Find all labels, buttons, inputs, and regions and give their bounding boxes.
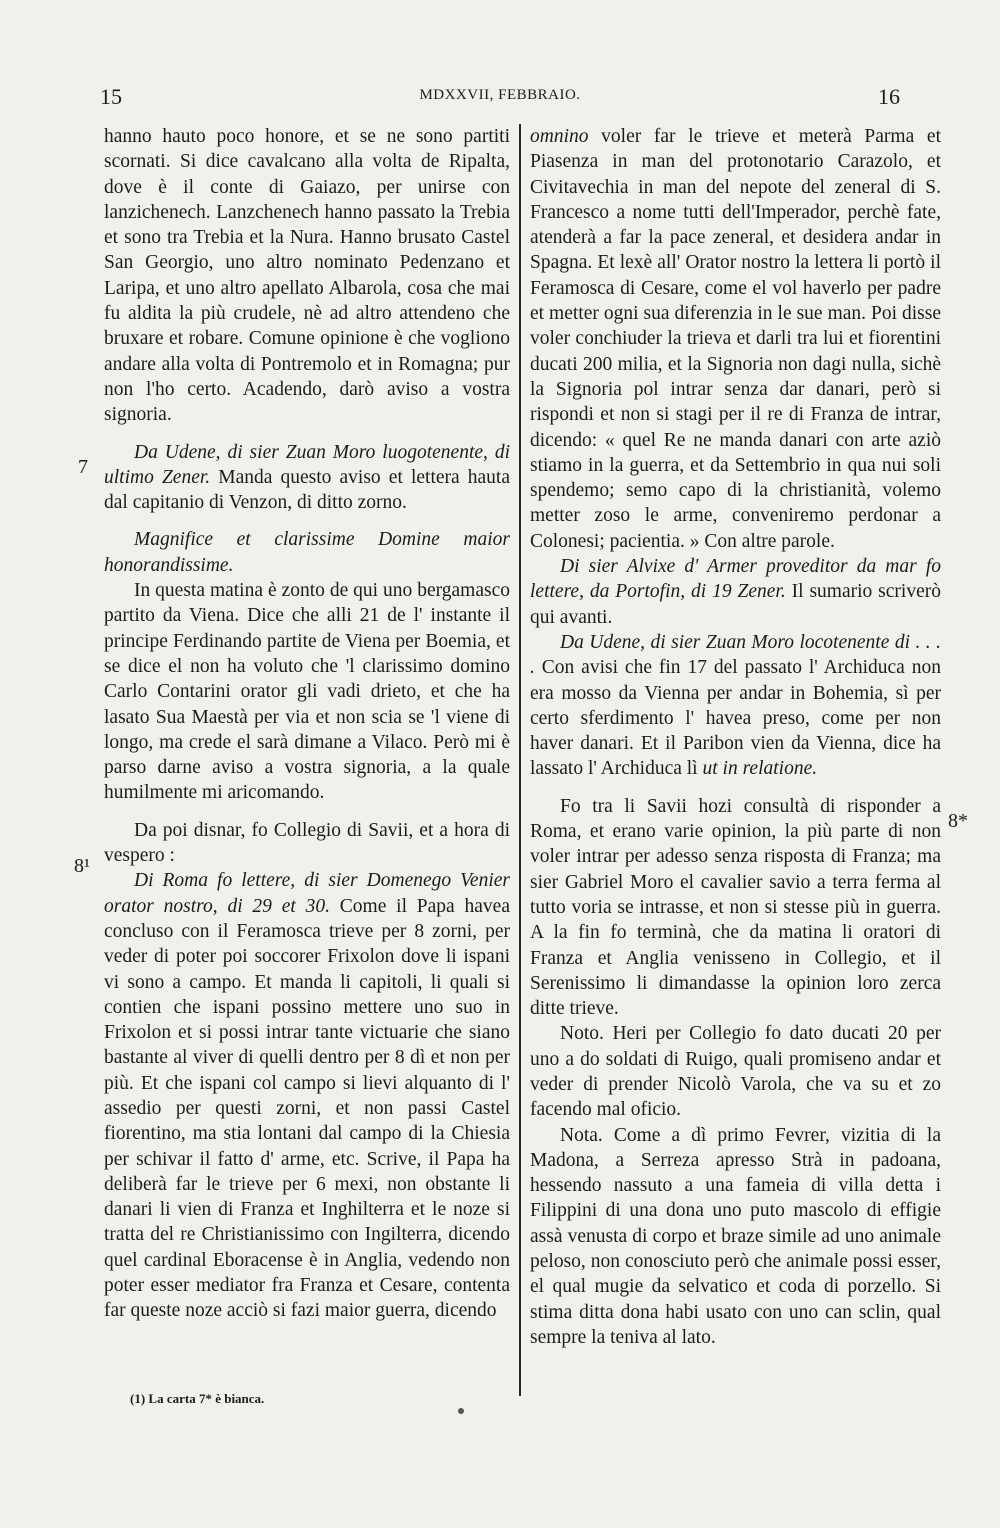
- italic-word: ut in relatione.: [702, 758, 818, 780]
- left-column: [104, 124, 510, 1324]
- running-title: MDXXVII, FEBBRAIO.: [419, 87, 581, 103]
- italic-heading: Da Udene, di sier Zuan Moro luogotenente, di ultimo Zener.: [104, 441, 510, 488]
- paragraph: hanno hauto poco honore, et se ne sono partiti scornati. Si dice cavalcano alla volta de Ripalta, dove è il conte di Gaiazo, per unirse con lanzichenech. Lanzchenech hanno passato la Trebia et sono tra Trebia et la Nura. Hanno brusato Castel San Georgio, uno altro nominato Pedenzano et Laripa, et uno altro apellato Albarola, cosa che mai fu aldita la più crudele, nè ad altro attendeno che bruxare et robare. Comune opinione è che vogliono andare alla volta di Pontremolo et in Romagna; pur non l'ho certo. Acadendo, darò aviso a vostra signoria.: [104, 126, 510, 426]
- paragraph-text: Manda questo aviso et lettera hauta dal capitanio di Venzon, di ditto zorno.: [104, 466, 511, 514]
- paragraph: [104, 440, 510, 516]
- paragraph-text: voler far le trieve et meterà Parma et Piasenza in man del protonotario Carazolo, et Civitavechia in man del nepote del zeneral di S. Francesco a nome tutti dell'Imperador, perchè fate, atenderà a far la pace zeneral, et desidera andar in Spagna. Et lexè all' Orator nostro la lettera li portò il Feramosca di Cesare, come el vol haverlo per padre et metter ogni sua diferenzia in le sue man. Poi disse voler conchiuder la trieva et darli tra lui et fiorentini ducati 200 milia, et la Signoria non dagi nulla, sichè la Signoria pol intrar senza dar danari, però si rispondi et non si stagi per il re di Franza de intrar, dicendo: « quel Re ne manda danari con arte aziò stiamo in la guerra, et da Settembrio in qua nui soli spendemo; semo capo di la christianità, volemo metter zoso le arme, conveniremo perdonar a Colonesi; pacientia. » Con altre parole.: [530, 126, 941, 552]
- paragraph-text: Come il Papa havea concluso con il Feramosca trieve per 8 zorni, per veder di poter poi soccorer Frixolon dove li ispani vi sono a campo. Et manda li capitoli, li quali si contien che ispani possino mettere uno suo in Frixolon et si possi intrar tante victuarie che siano bastante al viver di quelli dentro per 8 dì et non per più. Et che ispani col campo si lievi alquanto di l' assedio per questi zorni, et non passi Castel fiorentino, ma stia lontani dal campo di la Chiesia per schivar il fatto d' arme, etc. Scrive, il Papa ha deliberà far le trieve per 6 mexi, non obstante li danari li vien di Franza et Inghilterra et le noze si tratta del re Christianissimo con Ingilterra, dicendo quel cardinal Eboracense è in Anglia, vedendo non poter esser mediator fra Franza et Cesare, contenta far queste noze acciò si fazi maior guerra, dicendo: [104, 895, 510, 1322]
- paragraph-text: Il sumario scriverò qui avanti.: [530, 581, 941, 628]
- page-number-left: 15: [100, 84, 122, 109]
- salutation: [104, 527, 510, 578]
- italic-heading: Da Udene, di sier Zuan Moro locotenente di . . . .: [530, 631, 941, 679]
- italic-heading: Magnifice et clarissime Domine maior honorandissime.: [104, 529, 510, 576]
- paragraph: [530, 630, 941, 782]
- italic-heading: Di Roma fo lettere, di sier Domenego Venier orator nostro, di 29 et 30.: [104, 870, 510, 917]
- margin-note-8-left: 8¹: [74, 855, 90, 877]
- paragraph: [530, 124, 941, 554]
- right-column: [530, 124, 941, 1350]
- margin-note-7: 7: [78, 456, 88, 478]
- paragraph: [104, 868, 510, 1323]
- italic-heading: Di sier Alvixe d' Armer proveditor da mar fo lettere, da Portofin, di 19 Zener.: [530, 556, 941, 603]
- paragraph: Nota. Come a dì primo Fevrer, vizitia di la Madona, a Serreza apresso Strà in padoana, hessendo nassuto a una fameia di villa detta i Filippini di una dona uno puto mascolo di effigie assà venusta di corpo et braze simile ad uno animale peloso, non conosciuto però che animale possi esser, el qual mugie da selvatico et coda di porzello. Si stima ditta dona habi usato con uno can sclin, qual sempre la teniva al lato.: [530, 1124, 941, 1348]
- ornament-dot: [458, 1408, 464, 1414]
- footnote: (1) La carta 7* è bianca.: [130, 1391, 265, 1406]
- paragraph-text: Con avisi che fin 17 del passato l' Archiduca non era mosso da Vienna per andar in Bohemia, sì per certo sferdimento l' havea preso, come per non haver danari. Et il Paribon vien da Vienna, dice ha lassato l' Archiduca lì: [530, 657, 941, 780]
- paragraph: Noto. Heri per Collegio fo dato ducati 20 per uno a do soldati di Ruigo, quali promiseno andar et veder di prender Nicolò Varola, che va su et zo facendo mal oficio.: [530, 1023, 941, 1121]
- page-number-right: 16: [878, 84, 900, 109]
- paragraph: In questa matina è zonto de qui uno bergamasco partito da Viena. Dice che alli 21 de l' instante il principe Ferdinando partite de Viena per Boemia, et se dice el non ha voluto che 'l clarissimo domino Carlo Contarini orator gli vadi drieto, et che ha lasato Sua Maestà per via et non scia se 'l viene di longo, ma crede el sarà dimane a Vilaco. Però mi è parso darne aviso a vostra signoria, a la quale humilmente mi aricomando.: [104, 580, 510, 804]
- paragraph: Da poi disnar, fo Collegio di Savii, et a hora di vespero :: [104, 819, 510, 867]
- page-header: [100, 84, 900, 114]
- paragraph: [530, 554, 941, 630]
- margin-note-8-right: 8*: [948, 810, 968, 832]
- paragraph: Fo tra li Savii hozi consultà di risponder a Roma, et erano varie opinion, la più parte di non voler intrar per adesso senza risposta di Franza; ma sier Gabriel Moro el cavalier savio a terra ferma al tutto voria se intrasse, et non si stesse più in guerra. A la fin fo terminà, che da matina li oratori di Franza et Anglia venisseno in Collegio, et il Serenissimo li dimandasse la opinion loro zerca ditte trieve.: [530, 795, 941, 1020]
- column-divider: [519, 124, 521, 1396]
- italic-word: omnino: [530, 126, 589, 147]
